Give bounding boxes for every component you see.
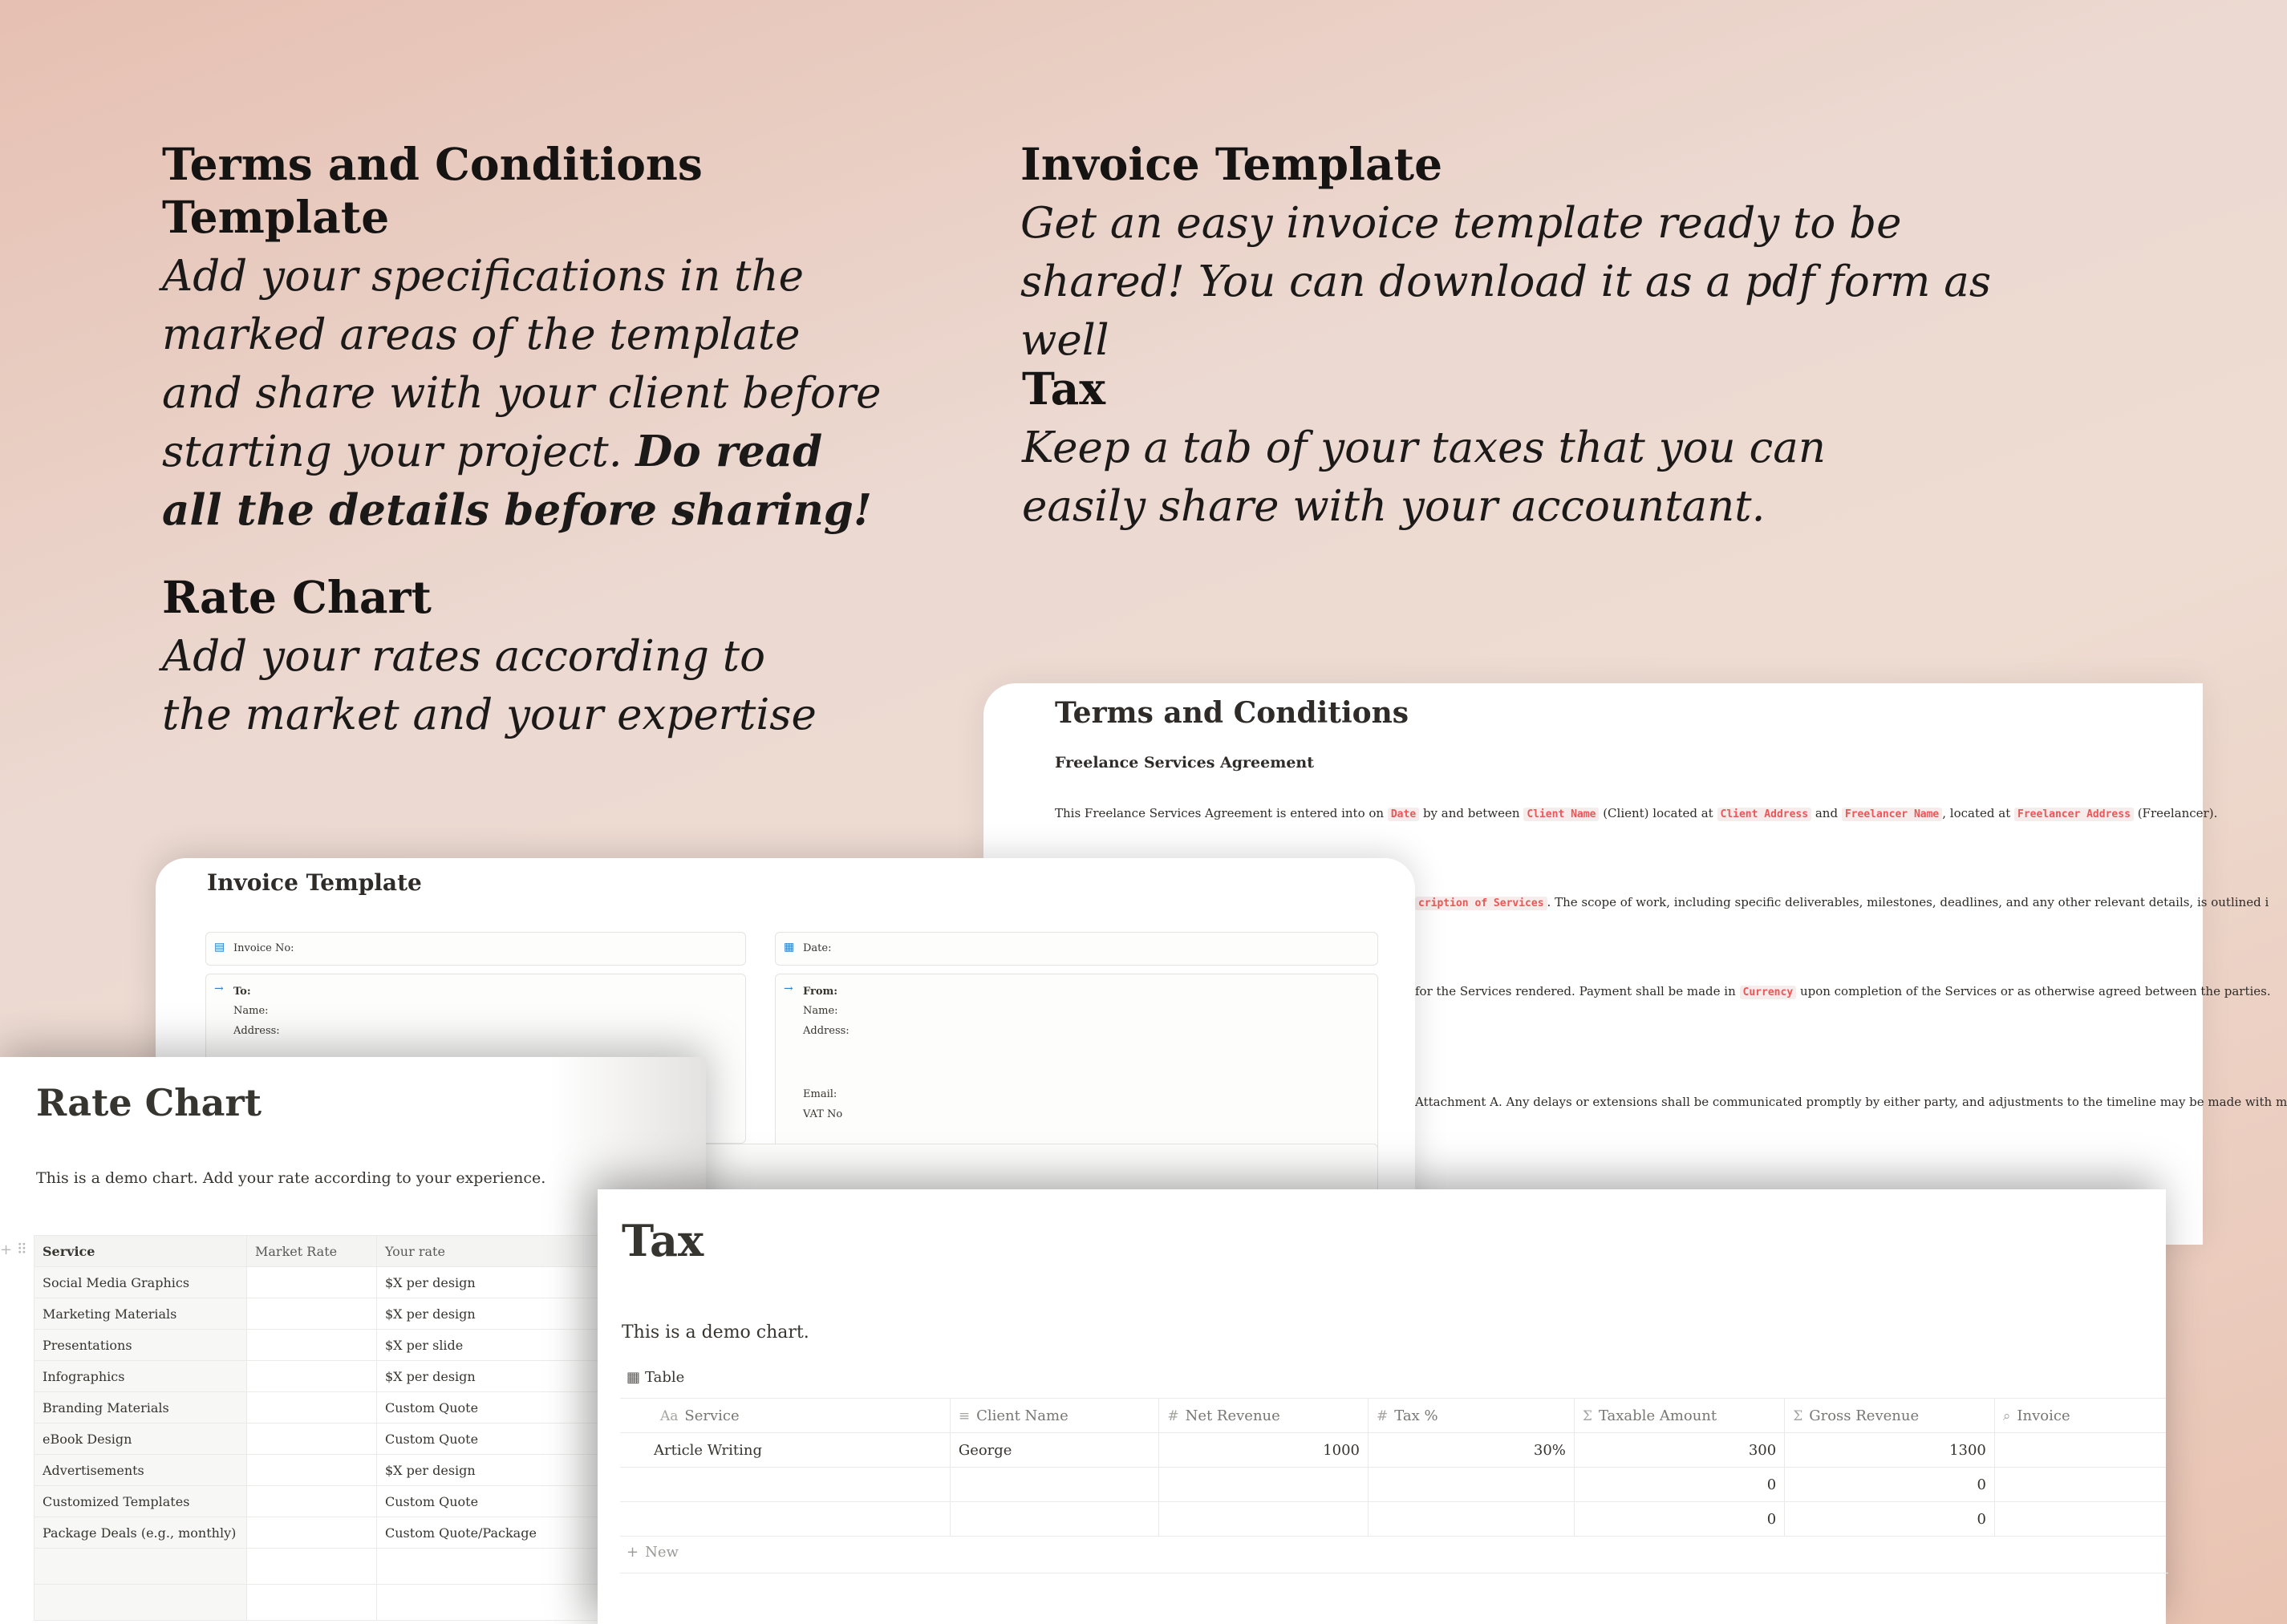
invoice-to-name-label: Name: xyxy=(233,1005,269,1017)
tag-client-address[interactable]: Client Address xyxy=(1717,808,1812,821)
rate-col-market-rate[interactable]: Market Rate xyxy=(247,1236,377,1267)
rate-cell-market[interactable] xyxy=(247,1517,377,1549)
rate-cell-market[interactable] xyxy=(247,1455,377,1486)
tax-cell-invoice[interactable] xyxy=(1994,1433,2166,1468)
table-row[interactable] xyxy=(34,1267,604,1298)
table-row[interactable] xyxy=(34,1455,604,1486)
rate-cell-your-rate[interactable]: $X per design xyxy=(377,1361,604,1392)
rate-cell-market[interactable] xyxy=(247,1486,377,1517)
rate-description: This is a demo chart. Add your rate according to your experience. xyxy=(36,1169,546,1187)
marketing-invoice xyxy=(1020,138,2063,370)
tax-cell-gross-revenue[interactable]: 1300 xyxy=(1785,1433,1995,1468)
rate-cell-service[interactable]: Package Deals (e.g., monthly) xyxy=(34,1517,247,1549)
tax-col-service[interactable]: Aa Service xyxy=(620,1399,950,1433)
rate-cell-service[interactable] xyxy=(34,1549,247,1585)
rate-table xyxy=(34,1235,604,1621)
tax-cell-tax-percent[interactable]: 30% xyxy=(1369,1433,1575,1468)
rate-cell-your-rate[interactable] xyxy=(377,1549,604,1585)
table-icon: ▦ xyxy=(626,1369,641,1386)
marketing-invoice-title: Invoice Template xyxy=(1020,138,1443,190)
rate-cell-service[interactable]: Branding Materials xyxy=(34,1392,247,1424)
table-row[interactable] xyxy=(34,1392,604,1424)
rate-cell-service[interactable]: Marketing Materials xyxy=(34,1298,247,1330)
invoice-from-email-label: Email: xyxy=(803,1088,837,1100)
tax-table xyxy=(620,1398,2166,1537)
rate-cell-your-rate[interactable]: $X per slide xyxy=(377,1330,604,1361)
table-row[interactable] xyxy=(620,1468,2166,1502)
tax-cell-tax-percent[interactable] xyxy=(1369,1502,1575,1537)
table-row[interactable] xyxy=(34,1424,604,1455)
table-row[interactable] xyxy=(34,1517,604,1549)
calendar-icon: ▦ xyxy=(784,941,795,954)
invoice-from-vat-label: VAT No xyxy=(803,1108,843,1120)
tax-col-gross-revenue[interactable]: Σ Gross Revenue xyxy=(1785,1399,1995,1433)
rate-cell-market[interactable] xyxy=(247,1267,377,1298)
table-row[interactable] xyxy=(34,1361,604,1392)
number-icon: # xyxy=(1167,1407,1179,1424)
invoice-to-address-label: Address: xyxy=(233,1025,280,1037)
marketing-terms-desc: Add your specifications in the marked areas of the template and share with your client before starting your project. Do read all the details before sharing! xyxy=(162,252,882,535)
marketing-rate-desc: Add your rates according to the market and your expertise xyxy=(162,632,817,739)
number-icon: # xyxy=(1377,1407,1389,1424)
tag-freelancer-name[interactable]: Freelancer Name xyxy=(1842,808,1942,821)
rate-cell-your-rate[interactable]: $X per design xyxy=(377,1298,604,1330)
invoice-from-name-label: Name: xyxy=(803,1005,838,1017)
sigma-icon: Σ xyxy=(1582,1407,1592,1424)
tax-cell-client[interactable] xyxy=(950,1502,1159,1537)
rate-cell-service[interactable]: Customized Templates xyxy=(34,1486,247,1517)
terms-subtitle: Freelance Services Agreement xyxy=(1055,754,1314,772)
paperclip-icon: ⌕ xyxy=(2002,1407,2011,1424)
tax-cell-tax-percent[interactable] xyxy=(1369,1468,1575,1502)
tax-col-client-name[interactable]: ≡ Client Name xyxy=(950,1399,1159,1433)
table-view-tab[interactable] xyxy=(626,1369,684,1386)
table-view-label: Table xyxy=(645,1369,685,1386)
table-row[interactable] xyxy=(620,1433,2166,1468)
tax-cell-client[interactable] xyxy=(950,1468,1159,1502)
tax-cell-invoice[interactable] xyxy=(1994,1502,2166,1537)
tax-cell-net-revenue[interactable] xyxy=(1159,1468,1369,1502)
rate-page-title: Rate Chart xyxy=(36,1081,262,1124)
rate-cell-market[interactable] xyxy=(247,1392,377,1424)
invoice-page-title: Invoice Template xyxy=(207,869,422,896)
table-row[interactable] xyxy=(34,1330,604,1361)
lines-icon: ≡ xyxy=(958,1407,971,1424)
marketing-tax-desc: Keep a tab of your taxes that you can easily share with your accountant. xyxy=(1022,423,1826,531)
arrow-right-icon: → xyxy=(214,982,224,995)
invoice-date-box[interactable] xyxy=(775,932,1378,966)
rate-cell-market[interactable] xyxy=(247,1585,377,1621)
marketing-rate xyxy=(162,571,884,744)
tax-col-tax-percent[interactable]: # Tax % xyxy=(1369,1399,1575,1433)
tax-cell-service[interactable] xyxy=(620,1502,950,1537)
terms-page-title: Terms and Conditions xyxy=(1055,696,1409,730)
rate-cell-service[interactable] xyxy=(34,1585,247,1621)
tax-cell-gross-revenue[interactable]: 0 xyxy=(1785,1502,1995,1537)
rate-cell-your-rate[interactable]: Custom Quote/Package xyxy=(377,1517,604,1549)
rate-cell-service[interactable]: Advertisements xyxy=(34,1455,247,1486)
tag-date[interactable]: Date xyxy=(1388,808,1419,821)
marketing-terms-desc-bold: Do read all the details before sharing! xyxy=(162,427,873,535)
tax-cell-client[interactable]: George xyxy=(950,1433,1159,1468)
rate-cell-service[interactable]: Presentations xyxy=(34,1330,247,1361)
drag-handle-icon[interactable]: + ⠿ xyxy=(0,1241,27,1258)
terms-line-1: This Freelance Services Agreement is entered into on Date by and between Client Name (Client) located at Client Address and Freelancer Name , located at Freelancer Address (Freelancer). xyxy=(1055,806,2218,820)
table-row[interactable] xyxy=(34,1585,604,1621)
rate-cell-your-rate[interactable] xyxy=(377,1585,604,1621)
tax-table-header xyxy=(620,1399,2166,1433)
tag-freelancer-address[interactable]: Freelancer Address xyxy=(2014,808,2134,821)
tag-client-name[interactable]: Client Name xyxy=(1523,808,1599,821)
tax-cell-taxable-amount[interactable]: 300 xyxy=(1574,1433,1784,1468)
terms-line-3: for the Services rendered. Payment shall be made in Currency upon completion of the Services or as otherwise agreed between the parties. xyxy=(1415,984,2271,998)
tax-cell-net-revenue[interactable]: 1000 xyxy=(1159,1433,1369,1468)
marketing-tax-title: Tax xyxy=(1022,362,1106,415)
rate-cell-service[interactable]: eBook Design xyxy=(34,1424,247,1455)
arrow-right-icon: → xyxy=(784,982,793,995)
invoice-date-label: Date: xyxy=(803,942,832,954)
sigma-icon: Σ xyxy=(1793,1407,1803,1424)
tag-currency[interactable]: Currency xyxy=(1740,986,1797,999)
marketing-invoice-desc: Get an easy invoice template ready to be shared! You can download it as a pdf form as well xyxy=(1020,199,1992,365)
invoice-no-label: Invoice No: xyxy=(233,942,294,954)
tax-col-invoice[interactable]: ⌕ Invoice xyxy=(1994,1399,2166,1433)
tax-cell-gross-revenue[interactable]: 0 xyxy=(1785,1468,1995,1502)
rate-col-service[interactable]: Service xyxy=(34,1236,247,1267)
rate-col-your-rate[interactable]: Your rate xyxy=(377,1236,604,1267)
marketing-terms-title: Terms and Conditions Template xyxy=(162,138,703,243)
rate-cell-service[interactable]: Social Media Graphics xyxy=(34,1267,247,1298)
table-row[interactable] xyxy=(620,1502,2166,1537)
tag-description-of-services[interactable]: cription of Services xyxy=(1415,897,1547,910)
plus-icon: + xyxy=(626,1544,639,1561)
invoice-from-label: From: xyxy=(803,986,838,998)
invoice-from-address-label: Address: xyxy=(803,1025,850,1037)
rate-cell-market[interactable] xyxy=(247,1549,377,1585)
terms-line-2: cription of Services . The scope of work, including specific deliverables, milestones, deadlines, and any other relevant details, is outlined i xyxy=(1415,895,2269,909)
rate-cell-market[interactable] xyxy=(247,1330,377,1361)
rate-cell-market[interactable] xyxy=(247,1424,377,1455)
rate-cell-market[interactable] xyxy=(247,1361,377,1392)
tax-cell-service[interactable] xyxy=(620,1468,950,1502)
rate-cell-market[interactable] xyxy=(247,1298,377,1330)
rate-cell-service[interactable]: Infographics xyxy=(34,1361,247,1392)
text-property-icon: Aa xyxy=(660,1407,679,1424)
tax-col-net-revenue[interactable]: # Net Revenue xyxy=(1159,1399,1369,1433)
tax-cell-net-revenue[interactable] xyxy=(1159,1502,1369,1537)
marketing-terms xyxy=(162,138,884,540)
tax-cell-taxable-amount[interactable]: 0 xyxy=(1574,1468,1784,1502)
tax-cell-taxable-amount[interactable]: 0 xyxy=(1574,1502,1784,1537)
table-row[interactable] xyxy=(34,1549,604,1585)
tax-page-title: Tax xyxy=(622,1215,704,1266)
rate-cell-your-rate[interactable]: Custom Quote xyxy=(377,1392,604,1424)
table-row[interactable] xyxy=(34,1486,604,1517)
terms-line-4: Attachment A. Any delays or extensions shall be communicated promptly by either party, and adjustments to the timeline may be made with m xyxy=(1415,1095,2287,1109)
rate-cell-your-rate[interactable]: $X per design xyxy=(377,1455,604,1486)
tax-description: This is a demo chart. xyxy=(622,1322,809,1343)
invoice-to-label: To: xyxy=(233,986,251,998)
tax-card xyxy=(598,1189,2166,1624)
tax-cell-service[interactable]: Article Writing xyxy=(620,1433,950,1468)
tax-col-taxable-amount[interactable]: Σ Taxable Amount xyxy=(1574,1399,1784,1433)
tax-cell-invoice[interactable] xyxy=(1994,1468,2166,1502)
rate-cell-your-rate[interactable]: Custom Quote xyxy=(377,1424,604,1455)
marketing-rate-title: Rate Chart xyxy=(162,571,432,623)
marketing-tax xyxy=(1022,362,1944,536)
rate-cell-your-rate[interactable]: $X per design xyxy=(377,1267,604,1298)
receipt-icon: ▤ xyxy=(214,941,225,954)
new-row-button[interactable]: + New xyxy=(626,1544,679,1561)
rate-cell-your-rate[interactable]: Custom Quote xyxy=(377,1486,604,1517)
table-row[interactable] xyxy=(34,1298,604,1330)
rate-table-header xyxy=(34,1236,604,1267)
invoice-no-box[interactable] xyxy=(205,932,746,966)
